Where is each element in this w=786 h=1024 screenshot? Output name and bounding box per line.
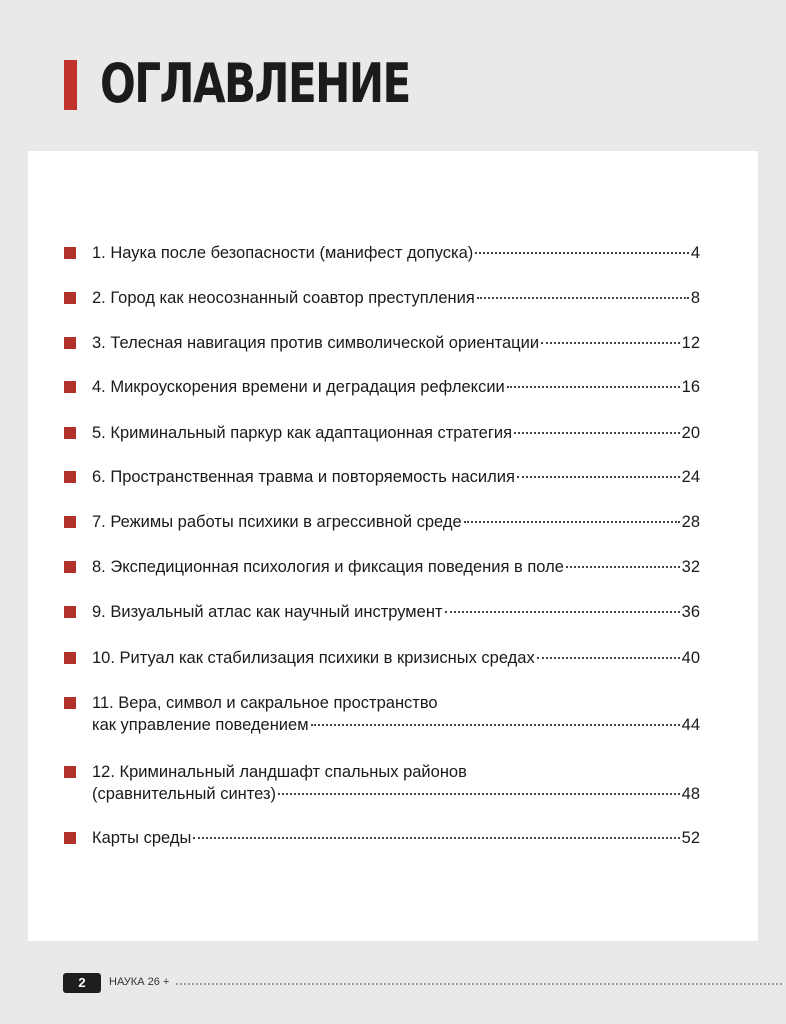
bullet-square-icon [64,561,76,573]
toc-entry-title: как управление поведением [92,716,309,734]
toc-entry-title: 11. Вера, символ и сакральное пространство [92,694,438,712]
toc-entry-title: 8. Экспедиционная психология и фиксация поведения в поле [92,558,564,576]
toc-page-number: 36 [681,603,700,621]
dot-leader [541,342,680,344]
toc-entry-title: 1. Наука после безопасности (манифест допуска) [92,244,474,262]
bullet-square-icon [64,337,76,349]
toc-card [28,151,758,941]
page-title: ОГЛАВЛЕНИЕ [100,52,410,115]
bullet-square-icon [64,766,76,778]
toc-page-number: 4 [690,244,700,262]
dot-leader [514,432,680,434]
dot-leader [464,521,680,523]
toc-page-number: 28 [681,513,700,531]
footer-dotted-rule [176,983,782,985]
toc-entry-title: 3. Телесная навигация против символической ориентации [92,334,540,352]
dot-leader [477,297,689,299]
toc-entry-title: Карты среды [92,829,192,847]
toc-page-number: 44 [681,716,700,734]
toc-entry-title: (сравнительный синтез) [92,785,277,803]
toc-entry-title: 5. Криминальный паркур как адаптационная стратегия [92,424,513,442]
table-of-contents [28,151,758,941]
bullet-square-icon [64,381,76,393]
bullet-square-icon [64,832,76,844]
toc-entry-title: 10. Ритуал как стабилизация психики в кризисных средах [92,649,535,667]
toc-entry-title: 2. Город как неосознанный соавтор преступления [92,289,475,307]
magazine-label: НАУКА 26 + [109,976,170,988]
toc-page-number: 48 [681,785,700,803]
toc-page-number: 8 [690,289,700,307]
bullet-square-icon [64,471,76,483]
toc-entry-title: 7. Режимы работы психики в агрессивной среде [92,513,462,531]
dot-leader [507,386,680,388]
toc-entry-title: 4. Микроускорения времени и деградация рефлексии [92,378,505,396]
dot-leader [445,611,680,613]
toc-page-number: 24 [681,468,700,486]
toc-page-number: 12 [681,334,700,352]
dot-leader [278,793,680,795]
bullet-square-icon [64,247,76,259]
toc-page-number: 16 [681,378,700,396]
bullet-square-icon [64,427,76,439]
dot-leader [537,657,680,659]
page-number-badge: 2 [63,973,101,993]
toc-page-number: 52 [681,829,700,847]
toc-entry-title: 6. Пространственная травма и повторяемость насилия [92,468,515,486]
bullet-square-icon [64,697,76,709]
bullet-square-icon [64,606,76,618]
toc-entry-title: 12. Криминальный ландшафт спальных районов [92,763,467,781]
dot-leader [517,476,680,478]
bullet-square-icon [64,652,76,664]
toc-page-number: 20 [681,424,700,442]
title-accent-bar [64,60,77,110]
dot-leader [311,724,680,726]
toc-page-number: 40 [681,649,700,667]
dot-leader [475,252,689,254]
bullet-square-icon [64,292,76,304]
dot-leader [193,837,679,839]
toc-entry-title: 9. Визуальный атлас как научный инструмент [92,603,443,621]
bullet-square-icon [64,516,76,528]
dot-leader [566,566,680,568]
toc-page-number: 32 [681,558,700,576]
